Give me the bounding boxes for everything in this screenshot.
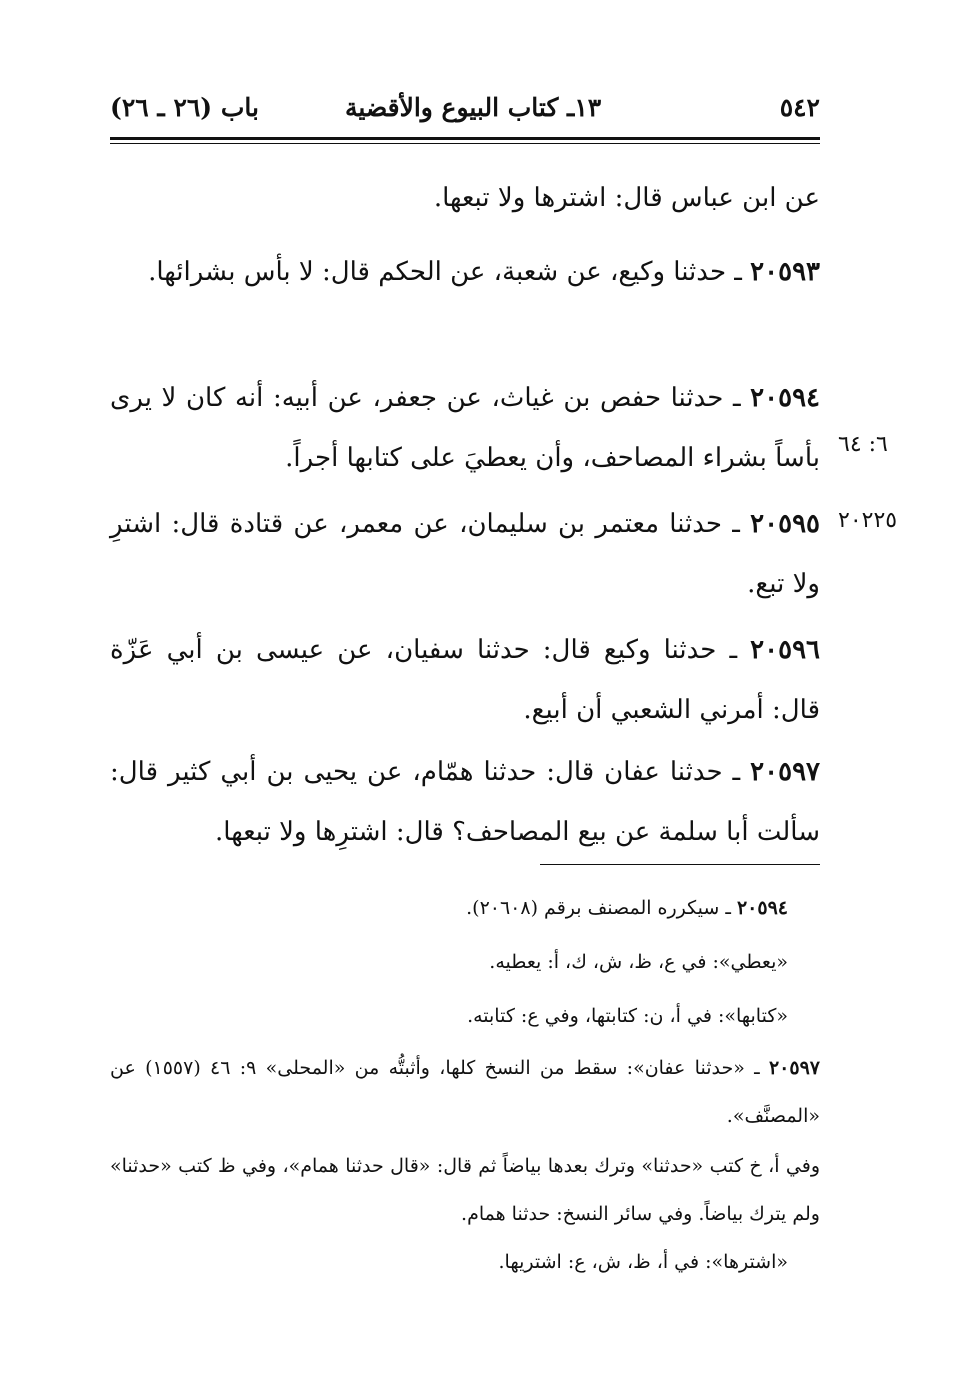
- header-rule: [110, 137, 820, 140]
- running-header: [110, 88, 820, 128]
- footnote: [110, 1142, 820, 1238]
- paragraph-text: عن ابن عباس قال: اشترها ولا تبعها.: [433, 183, 820, 213]
- hadith-20594: [110, 368, 820, 488]
- hadith-20597: [110, 742, 820, 862]
- footnote-text: وفي أ، خ كتب «حدثنا» وترك بعدها بياضاً ثم قال: «قال حدثنا همام»، وفي ظ كتب «حدثنا» ولم يترك بياضاً. وفي سائر النسخ: حدثنا همام.: [110, 1155, 820, 1225]
- footnote-text: «كتابها»: في أ، ن: كتابتها، وفي ع: كتابته.: [467, 1005, 788, 1027]
- hadith-text: ـ حدثنا معتمر بن سليمان، عن معمر، عن قتادة قال: اشترِ ولا تبع.: [110, 509, 820, 599]
- body-paragraph-continuation: [110, 168, 820, 228]
- hadith-number: ٢٠٥٩٥: [750, 509, 820, 539]
- footnote-number: ٢٠٥٩٧: [768, 1057, 820, 1079]
- footnote-text: ـ «حدثنا عفان»: سقط من النسخ كلها، وأثبتُّه من «المحلى» ٩: ٤٦ (١٥٥٧) عن «المصنَّف».: [110, 1057, 820, 1127]
- hadith-text: ـ حدثنا حفص بن غياث، عن جعفر، عن أبيه: أنه كان لا يرى بأساً بشراء المصاحف، وأن يعطيَ على كتابها أجراً.: [110, 383, 820, 473]
- footnote-number: ٢٠٥٩٤: [736, 897, 788, 919]
- footnote: [110, 884, 820, 932]
- hadith-number: ٢٠٥٩٧: [750, 757, 820, 787]
- hadith-text: ـ حدثنا وكيع قال: حدثنا سفيان، عن عيسى بن أبي عَزّة قال: أمرني الشعبي أن أبيع.: [110, 635, 820, 725]
- header-rule-thin: [110, 143, 820, 144]
- chapter-label: باب (٢٦ ـ ٢٦): [110, 93, 259, 122]
- hadith-20596: [110, 620, 820, 740]
- footnote: [110, 1238, 820, 1286]
- footnote: [110, 992, 820, 1040]
- footnote: [110, 1044, 820, 1140]
- page-number: ٥٤٢: [779, 93, 820, 122]
- footnote-separator: [540, 864, 820, 865]
- hadith-text: ـ حدثنا وكيع، عن شعبة، عن الحكم قال: لا بأس بشرائها.: [148, 257, 751, 287]
- footnote-text: «يعطي»: في ع، ظ، ش، ك، أ: يعطيه.: [489, 951, 788, 973]
- hadith-20593: [110, 242, 820, 302]
- footnote-text: «اشترها»: في أ، ظ، ش، ع: اشتريها.: [498, 1251, 788, 1273]
- margin-reference: ٢٠٢٢٥: [838, 508, 898, 533]
- footnote-text: ـ سيكرره المصنف برقم (٢٠٦٠٨).: [466, 897, 737, 919]
- margin-reference: ٦: ٦٤: [838, 432, 888, 457]
- hadith-text: ـ حدثنا عفان قال: حدثنا همّام، عن يحيى بن أبي كثير قال: سألت أبا سلمة عن بيع المصاحف؟ قال: اشترِها ولا تبعها.: [110, 757, 820, 847]
- book-title: ١٣ـ كتاب البيوع والأقضية: [345, 93, 602, 122]
- hadith-20595: [110, 494, 820, 614]
- hadith-number: ٢٠٥٩٤: [750, 383, 820, 413]
- footnote: [110, 938, 820, 986]
- hadith-number: ٢٠٥٩٣: [750, 257, 820, 287]
- hadith-number: ٢٠٥٩٦: [750, 635, 820, 665]
